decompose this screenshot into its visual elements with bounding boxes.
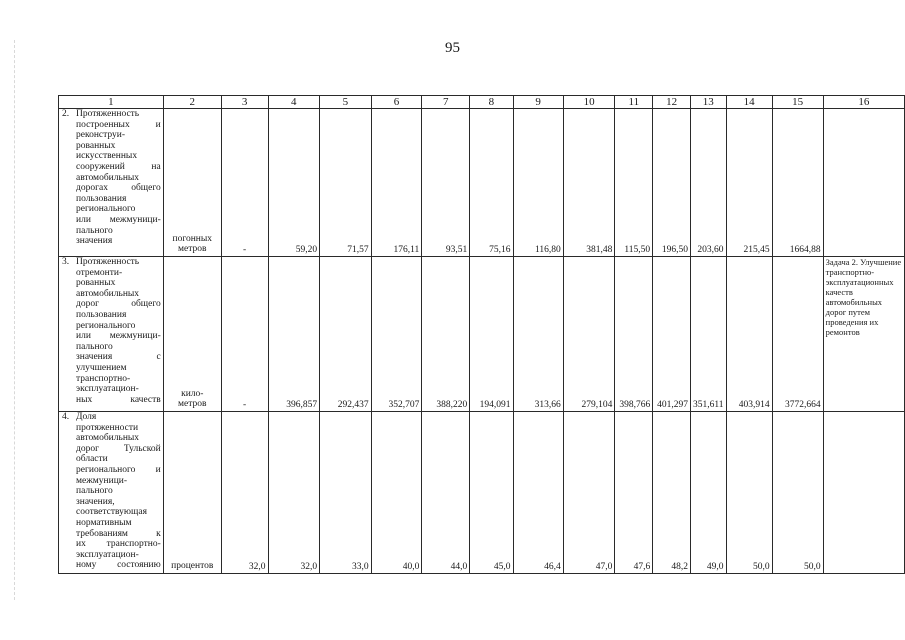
value-cell-col-10: 47,0 [563, 412, 615, 574]
row-number: 2. [62, 109, 70, 119]
header-cell-9: 9 [513, 96, 563, 109]
indicator-name-line: пального [76, 341, 113, 352]
indicator-name-line: Протяженность [76, 257, 140, 267]
unit-line: кило- [181, 388, 204, 399]
indicator-name-line: нормативным [76, 517, 132, 528]
value-cell-col-12: 401,297 [653, 257, 691, 412]
header-cell-3: 3 [221, 96, 268, 109]
value-cell-col-7: 93,51 [422, 109, 470, 257]
indicator-name-line: регионального [76, 320, 136, 331]
indicator-name-line: улучшением [76, 362, 127, 373]
value-cell-col-9: 116,80 [513, 109, 563, 257]
indicator-name-line: автомобильных [76, 433, 140, 444]
value-cell-col-15: 3772,664 [772, 257, 823, 412]
indicator-name-line: эксплуатацион- [76, 384, 139, 395]
indicator-name-line: Доля [76, 412, 97, 422]
task-cell [823, 412, 904, 574]
indicator-name-line: области [76, 454, 108, 465]
value-cell-col-5: 33,0 [320, 412, 372, 574]
value-cell-col-7: 388,220 [422, 257, 470, 412]
value-cell-col-12: 196,50 [653, 109, 691, 257]
value-cell-col-13: 203,60 [691, 109, 727, 257]
value-cell-col-8: 194,091 [470, 257, 513, 412]
indicator-name-line: ных качеств [76, 394, 161, 405]
indicator-name-line: соответствующая [76, 507, 147, 518]
indicator-name-line: требованиям к [76, 528, 161, 539]
unit-cell [163, 257, 221, 412]
value-cell-col-8: 75,16 [470, 109, 513, 257]
scan-edge-mark [14, 40, 15, 600]
indicator-name-line: или межмуници- [76, 214, 161, 225]
value-cell-col-14: 50,0 [726, 412, 772, 574]
value-cell-col-9: 313,66 [513, 257, 563, 412]
task-cell [823, 109, 904, 257]
header-cell-1: 1 [59, 96, 164, 109]
indicator-name-line: автомобильных [76, 288, 140, 299]
indicator-name-line: отремонти- [76, 267, 123, 278]
value-cell-col-4: 32,0 [268, 412, 320, 574]
value-cell-col-15: 1664,88 [772, 109, 823, 257]
header-cell-12: 12 [653, 96, 691, 109]
indicator-name-line: межмуници- [76, 475, 128, 486]
indicator-name-line: ному состоянию [76, 560, 161, 571]
unit-cell [163, 412, 221, 574]
header-cell-4: 4 [268, 96, 320, 109]
header-cell-16: 16 [823, 96, 904, 109]
value-cell-col-13: 351,611 [691, 257, 727, 412]
value-cell-col-15: 50,0 [772, 412, 823, 574]
header-cell-15: 15 [772, 96, 823, 109]
indicator-name-line: значения [76, 236, 113, 247]
indicator-name-line: реконструи- [76, 130, 126, 141]
indicator-name-line: пользования [76, 309, 127, 320]
header-cell-8: 8 [470, 96, 513, 109]
value-cell-col-9: 46,4 [513, 412, 563, 574]
indicator-name-cell [59, 412, 164, 574]
value-cell-col-3: - [221, 109, 268, 257]
value-cell-col-12: 48,2 [653, 412, 691, 574]
value-cell-col-14: 403,914 [726, 257, 772, 412]
indicator-name-line: регионального [76, 204, 136, 215]
value-cell-col-14: 215,45 [726, 109, 772, 257]
indicator-name-line: рованных [76, 140, 116, 151]
task-cell: Задача 2. Улучшение транспортно-эксплуатационных качеств автомобильных дорог путем проведения их ремонтов [823, 257, 904, 412]
indicator-name-line: дорог общего [76, 299, 161, 310]
indicator-name-cell [59, 109, 164, 257]
indicator-name-line: рованных [76, 278, 116, 289]
value-cell-col-11: 115,50 [615, 109, 653, 257]
indicator-name-line: автомобильных [76, 172, 140, 183]
table-row [59, 109, 905, 257]
indicator-name-line: построенных и [76, 119, 161, 130]
header-cell-5: 5 [320, 96, 372, 109]
indicator-name-line: эксплуатацион- [76, 549, 139, 560]
indicator-name-line: сооружений на [76, 161, 161, 172]
header-cell-10: 10 [563, 96, 615, 109]
indicator-name-line: дорог Тульской [76, 443, 161, 454]
unit-line: метров [178, 244, 207, 255]
indicator-name-cell [59, 257, 164, 412]
indicator-name-line: пользования [76, 193, 127, 204]
value-cell-col-11: 398,766 [615, 257, 653, 412]
indicator-name-line: их транспортно- [76, 539, 161, 550]
indicators-table [58, 95, 905, 574]
indicator-name-line: значения с [76, 352, 161, 363]
value-cell-col-10: 279,104 [563, 257, 615, 412]
row-number: 4. [62, 412, 70, 422]
value-cell-col-6: 176,11 [371, 109, 422, 257]
indicator-name-line: значения, [76, 496, 115, 507]
indicator-name-line: или межмуници- [76, 331, 161, 342]
header-cell-13: 13 [691, 96, 727, 109]
table-header-row [59, 96, 905, 109]
unit-line: погонных [172, 233, 213, 244]
value-cell-col-4: 396,857 [268, 257, 320, 412]
indicator-name-line: дорогах общего [76, 183, 161, 194]
header-cell-7: 7 [422, 96, 470, 109]
indicator-name-line: регионального и [76, 464, 161, 475]
unit-cell [163, 109, 221, 257]
indicator-name-line: искусственных [76, 151, 138, 162]
row-number: 3. [62, 257, 70, 267]
header-cell-6: 6 [371, 96, 422, 109]
unit-line: процентов [171, 561, 214, 572]
unit-line: метров [178, 399, 207, 410]
value-cell-col-5: 292,437 [320, 257, 372, 412]
table-row [59, 257, 905, 412]
value-cell-col-8: 45,0 [470, 412, 513, 574]
value-cell-col-11: 47,6 [615, 412, 653, 574]
value-cell-col-13: 49,0 [691, 412, 727, 574]
indicator-name-line: транспортно- [76, 373, 131, 384]
page-number: 95 [445, 40, 460, 56]
value-cell-col-3: - [221, 257, 268, 412]
indicator-name-line: пального [76, 486, 113, 497]
value-cell-col-5: 71,57 [320, 109, 372, 257]
header-cell-11: 11 [615, 96, 653, 109]
value-cell-col-4: 59,20 [268, 109, 320, 257]
value-cell-col-10: 381,48 [563, 109, 615, 257]
value-cell-col-6: 352,707 [371, 257, 422, 412]
indicator-name-line: протяженности [76, 422, 139, 433]
table-row [59, 412, 905, 574]
value-cell-col-7: 44,0 [422, 412, 470, 574]
value-cell-col-6: 40,0 [371, 412, 422, 574]
indicator-name-line: пального [76, 225, 113, 236]
indicator-name-line: Протяженность [76, 109, 140, 119]
header-cell-14: 14 [726, 96, 772, 109]
value-cell-col-3: 32,0 [221, 412, 268, 574]
header-cell-2: 2 [163, 96, 221, 109]
